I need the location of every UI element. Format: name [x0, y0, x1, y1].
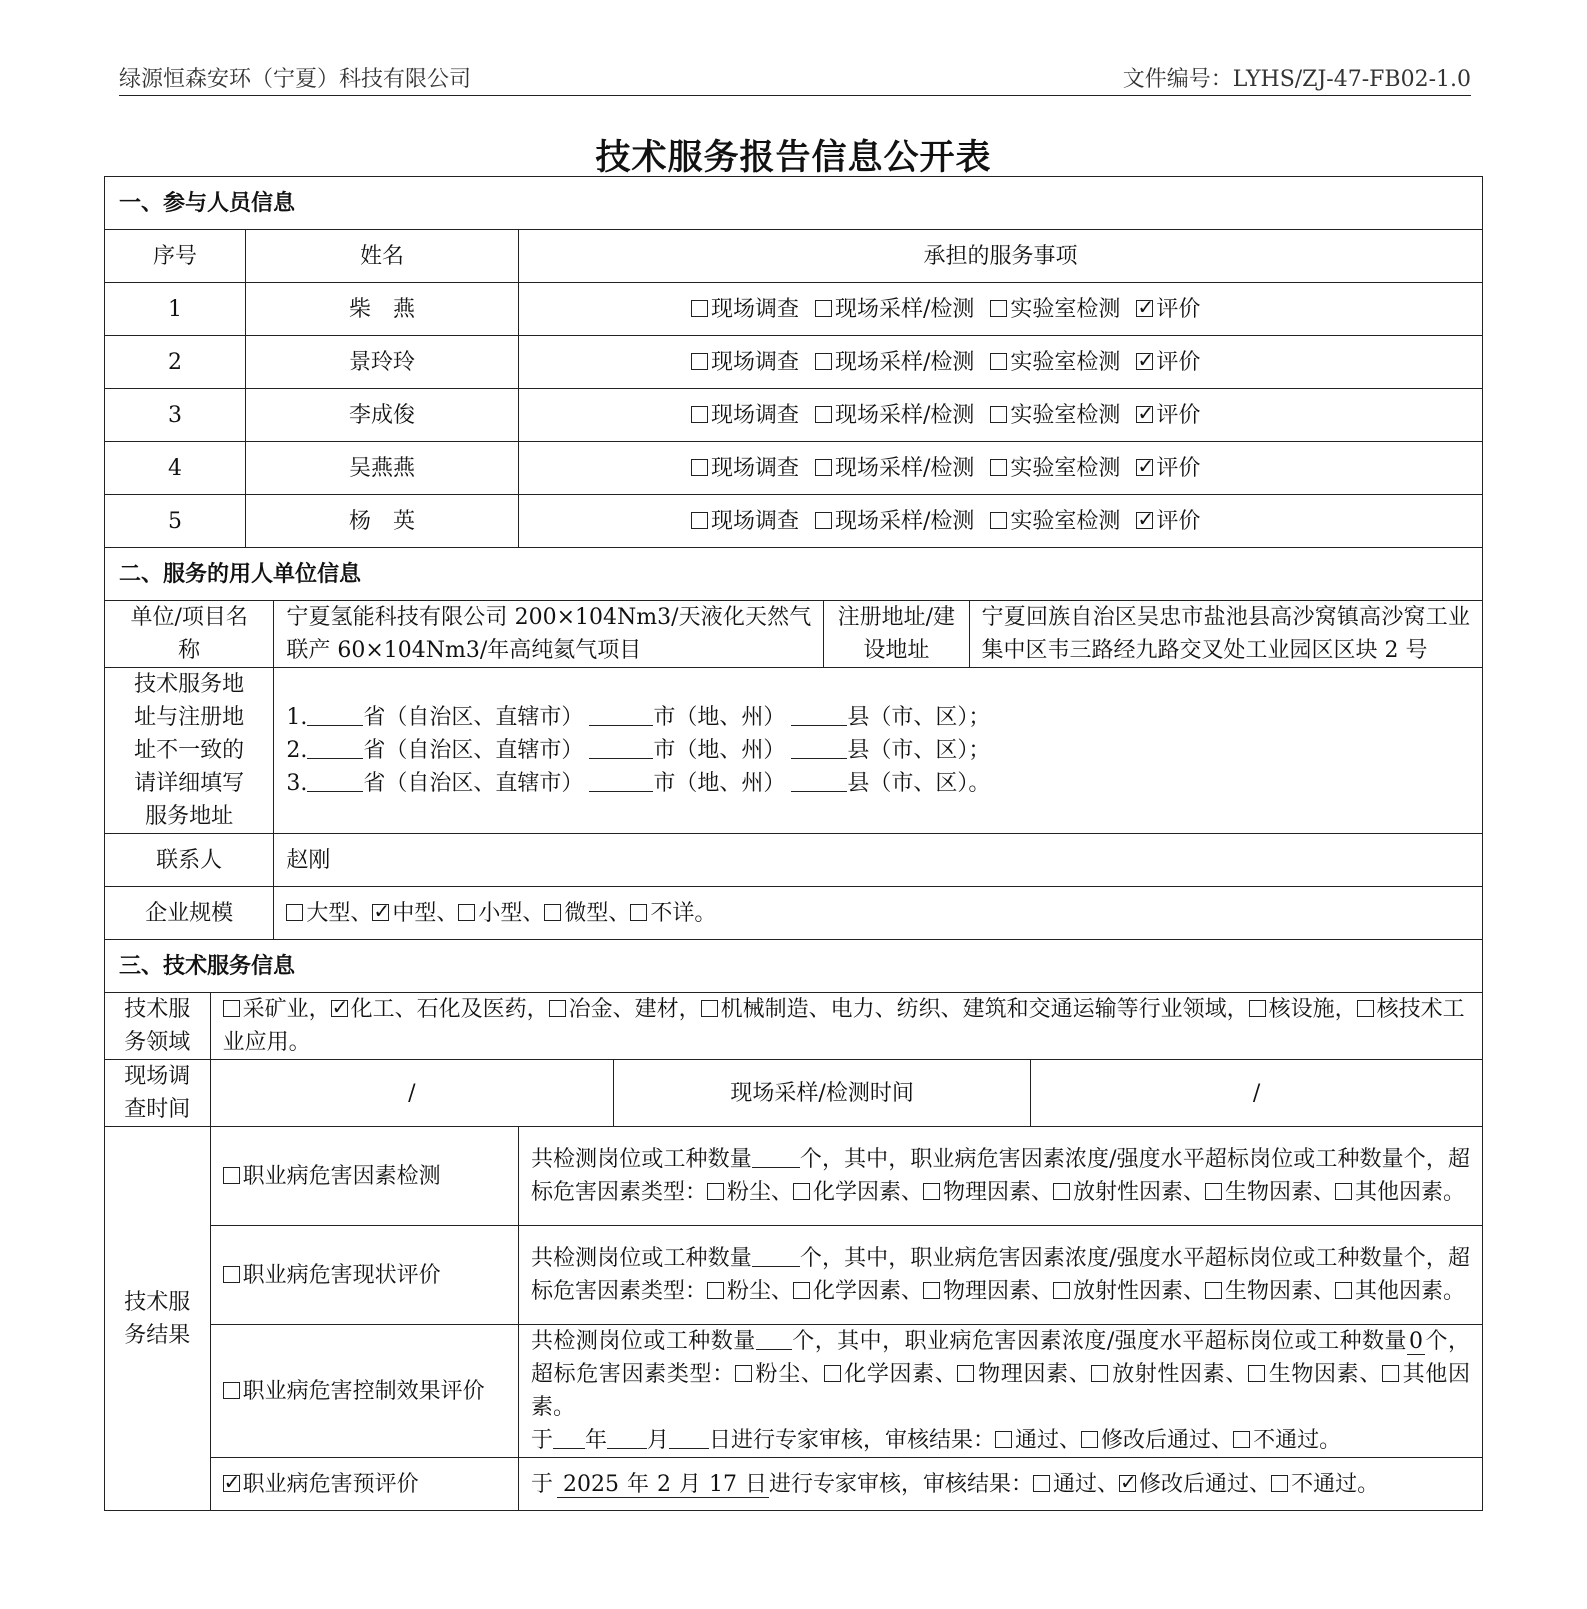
checkbox-site-survey[interactable]: [691, 300, 708, 317]
year-blank[interactable]: [553, 1424, 585, 1449]
disclosure-table: [104, 176, 1483, 1511]
domain-label: 技术服务领域: [105, 993, 211, 1060]
checkbox-fail[interactable]: [1233, 1431, 1250, 1448]
col-header-name: 姓名: [246, 230, 519, 283]
checkbox-evaluation[interactable]: [1136, 300, 1153, 317]
checkbox-biological-factor[interactable]: [1205, 1183, 1222, 1200]
review-day: 17: [703, 1472, 743, 1498]
checkbox-chemical-factor[interactable]: [824, 1365, 841, 1382]
checkbox-physical-factor[interactable]: [923, 1183, 940, 1200]
scale-label: 企业规模: [105, 887, 274, 940]
unit-value: 宁夏氢能科技有限公司 200×104Nm3/天液化天然气联产 60×104Nm3/年高纯氦气项目: [274, 601, 824, 668]
count-blank[interactable]: [756, 1325, 792, 1350]
review-line: 于 2025 年 2 月 17 日进行专家审核，审核结果： 通过、✓ 修改后通过、 不通过。: [518, 1458, 1482, 1511]
result-type: ✓职业病危害预评价: [210, 1458, 518, 1511]
checkbox-nuclear-tech[interactable]: [1357, 1000, 1374, 1017]
province-blank[interactable]: [307, 734, 363, 759]
person-name: 杨 英: [246, 495, 519, 548]
survey-time-label: 现场调查时间: [105, 1060, 211, 1127]
result-type: 职业病危害控制效果评价: [210, 1325, 518, 1458]
checkbox-chemical[interactable]: [331, 1000, 348, 1017]
person-services: 现场调查 现场采样/检测 实验室检测✓ 评价: [518, 389, 1482, 442]
address-label: 注册地址/建设地址: [824, 601, 969, 668]
col-header-no: 序号: [105, 230, 246, 283]
section1-heading: 一、参与人员信息: [105, 177, 1483, 230]
page-title: 技术服务报告信息公开表: [595, 137, 992, 178]
checkbox-small[interactable]: [458, 904, 475, 921]
checkbox-other-factor[interactable]: [1335, 1282, 1352, 1299]
checkbox-biological-factor[interactable]: [1205, 1282, 1222, 1299]
contact-label: 联系人: [105, 834, 274, 887]
result-type: 职业病危害因素检测: [210, 1127, 518, 1226]
person-no: 4: [105, 442, 246, 495]
checkbox-site-sampling[interactable]: [815, 300, 832, 317]
checkbox-evaluation[interactable]: [1136, 406, 1153, 423]
county-blank[interactable]: [791, 767, 847, 792]
checkbox-nuclear-facility[interactable]: [1249, 1000, 1266, 1017]
checkbox-fail[interactable]: [1271, 1475, 1288, 1492]
scale-options: 大型、✓ 中型、 小型、 微型、 不详。: [274, 887, 1483, 940]
checkbox-site-sampling[interactable]: [815, 459, 832, 476]
checkbox-lab-testing[interactable]: [990, 459, 1007, 476]
person-no: 2: [105, 336, 246, 389]
result-detail: 共检测岗位或工种数量 个，其中，职业病危害因素浓度/强度水平超标岗位或工种数量个，超标危害因素类型： 粉尘、 化学因素、 物理因素、 放射性因素、 生物因素、 其他因素。: [518, 1127, 1482, 1226]
person-row: [105, 389, 1483, 442]
checkbox-site-survey[interactable]: [691, 512, 708, 529]
checkbox-physical-factor[interactable]: [923, 1282, 940, 1299]
checkbox-site-survey[interactable]: [691, 353, 708, 370]
count-blank[interactable]: [752, 1143, 800, 1168]
contact-value: 赵刚: [274, 834, 1483, 887]
checkbox-pre-evaluation[interactable]: [223, 1475, 240, 1492]
review-year: 2025: [557, 1472, 625, 1498]
checkbox-pass[interactable]: [995, 1431, 1012, 1448]
checkbox-radioactive-factor[interactable]: [1053, 1282, 1070, 1299]
city-blank[interactable]: [589, 701, 653, 726]
page-header: [119, 62, 1471, 96]
result-type: 职业病危害现状评价: [210, 1226, 518, 1325]
service-address-line: 1. 省（自治区、直辖市） 市（地、州） 县（市、区）；: [286, 701, 1470, 734]
checkbox-pass[interactable]: [1033, 1475, 1050, 1492]
person-name: 李成俊: [246, 389, 519, 442]
count-blank[interactable]: [752, 1242, 800, 1267]
review-month: 2: [651, 1472, 677, 1498]
checkbox-dust[interactable]: [735, 1365, 752, 1382]
person-no: 3: [105, 389, 246, 442]
sampling-time-label: 现场采样/检测时间: [614, 1060, 1031, 1127]
checkbox-lab-testing[interactable]: [990, 406, 1007, 423]
checkbox-control-evaluation[interactable]: [223, 1382, 240, 1399]
checkbox-dust[interactable]: [707, 1183, 724, 1200]
service-address-line: 2. 省（自治区、直辖市） 市（地、州） 县（市、区）；: [286, 734, 1470, 767]
province-blank[interactable]: [307, 767, 363, 792]
service-address-label: 技术服务地址与注册地址不一致的请详细填写服务地址: [105, 668, 274, 834]
review-line: 于 年 月 日进行专家审核，审核结果： 通过、 修改后通过、 不通过。: [531, 1424, 1470, 1457]
address-value: 宁夏回族自治区吴忠市盐池县高沙窝镇高沙窝工业集中区韦三路经九路交叉处工业园区区块 2 号: [969, 601, 1482, 668]
checkbox-radioactive-factor[interactable]: [1091, 1365, 1108, 1382]
person-services: 现场调查 现场采样/检测 实验室检测✓ 评价: [518, 442, 1482, 495]
province-blank[interactable]: [307, 701, 363, 726]
checkbox-chemical-factor[interactable]: [793, 1183, 810, 1200]
sampling-time-value: /: [1031, 1060, 1483, 1127]
survey-time-value: /: [210, 1060, 614, 1127]
checkbox-site-survey[interactable]: [691, 459, 708, 476]
result-label: 技术服务结果: [105, 1127, 211, 1511]
checkbox-large[interactable]: [286, 904, 303, 921]
person-name: 柴 燕: [246, 283, 519, 336]
checkbox-unknown[interactable]: [630, 904, 647, 921]
checkbox-lab-testing[interactable]: [990, 512, 1007, 529]
service-address-lines: [274, 668, 1483, 834]
checkbox-status-evaluation[interactable]: [223, 1266, 240, 1283]
col-header-service: 承担的服务事项: [518, 230, 1482, 283]
result-detail: 共检测岗位或工种数量 个，其中，职业病危害因素浓度/强度水平超标岗位或工种数量个，超标危害因素类型： 粉尘、 化学因素、 物理因素、 放射性因素、 生物因素、 其他因素。: [518, 1226, 1482, 1325]
checkbox-site-sampling[interactable]: [815, 406, 832, 423]
person-services: 现场调查 现场采样/检测 实验室检测✓ 评价: [518, 336, 1482, 389]
checkbox-manufacturing[interactable]: [701, 1000, 718, 1017]
service-address-line: 3. 省（自治区、直辖市） 市（地、州） 县（市、区）。: [286, 767, 1470, 800]
city-blank[interactable]: [589, 767, 653, 792]
checkbox-lab-testing[interactable]: [990, 300, 1007, 317]
month-blank[interactable]: [607, 1424, 647, 1449]
checkbox-medium[interactable]: [372, 904, 389, 921]
day-blank[interactable]: [669, 1424, 709, 1449]
person-row: [105, 442, 1483, 495]
checkbox-mining[interactable]: [223, 1000, 240, 1017]
exceed-count[interactable]: 0: [1409, 1329, 1424, 1354]
checkbox-micro[interactable]: [544, 904, 561, 921]
checkbox-lab-testing[interactable]: [990, 353, 1007, 370]
checkbox-site-sampling[interactable]: [815, 353, 832, 370]
county-blank[interactable]: [791, 734, 847, 759]
person-no: 1: [105, 283, 246, 336]
person-services: 现场调查 现场采样/检测 实验室检测✓ 评价: [518, 283, 1482, 336]
person-row: [105, 495, 1483, 548]
person-no: 5: [105, 495, 246, 548]
checkbox-hazard-detection[interactable]: [223, 1167, 240, 1184]
checkbox-dust[interactable]: [707, 1282, 724, 1299]
checkbox-biological-factor[interactable]: [1248, 1365, 1265, 1382]
person-row: [105, 336, 1483, 389]
section2-heading: 二、服务的用人单位信息: [105, 548, 1483, 601]
domain-options: 采矿业，✓ 化工、石化及医药， 冶金、建材， 机械制造、电力、纺织、建筑和交通运输等行业领域， 核设施， 核技术工业应用。: [210, 993, 1482, 1060]
person-row: [105, 283, 1483, 336]
person-name: 吴燕燕: [246, 442, 519, 495]
checkbox-pass-after-revision[interactable]: [1119, 1475, 1136, 1492]
checkbox-chemical-factor[interactable]: [793, 1282, 810, 1299]
city-blank[interactable]: [589, 734, 653, 759]
county-blank[interactable]: [791, 701, 847, 726]
person-services: 现场调查 现场采样/检测 实验室检测✓ 评价: [518, 495, 1482, 548]
checkbox-evaluation[interactable]: [1136, 512, 1153, 529]
company-name: 绿源恒森安环（宁夏）科技有限公司: [119, 67, 472, 92]
checkbox-metallurgy[interactable]: [549, 1000, 566, 1017]
document-number: 文件编号：LYHS/ZJ-47-FB02-1.0: [1122, 67, 1471, 92]
checkbox-physical-factor[interactable]: [957, 1365, 974, 1382]
checkbox-radioactive-factor[interactable]: [1053, 1183, 1070, 1200]
unit-label: 单位/项目名称: [105, 601, 274, 668]
checkbox-pass-after-revision[interactable]: [1081, 1431, 1098, 1448]
checkbox-evaluation[interactable]: [1136, 353, 1153, 370]
section3-heading: 三、技术服务信息: [105, 940, 1483, 993]
checkbox-site-sampling[interactable]: [815, 512, 832, 529]
checkbox-evaluation[interactable]: [1136, 459, 1153, 476]
checkbox-site-survey[interactable]: [691, 406, 708, 423]
checkbox-other-factor[interactable]: [1382, 1365, 1399, 1382]
result-detail: 共检测岗位或工种数量 个，其中，职业病危害因素浓度/强度水平超标岗位或工种数量0个，超标危害因素类型： 粉尘、 化学因素、 物理因素、 放射性因素、 生物因素、 其他因素。 于 年 月 日进行专家审核，审核结果： 通过、 修改后通过、 不通过。: [518, 1325, 1482, 1458]
checkbox-other-factor[interactable]: [1335, 1183, 1352, 1200]
person-name: 景玲玲: [246, 336, 519, 389]
